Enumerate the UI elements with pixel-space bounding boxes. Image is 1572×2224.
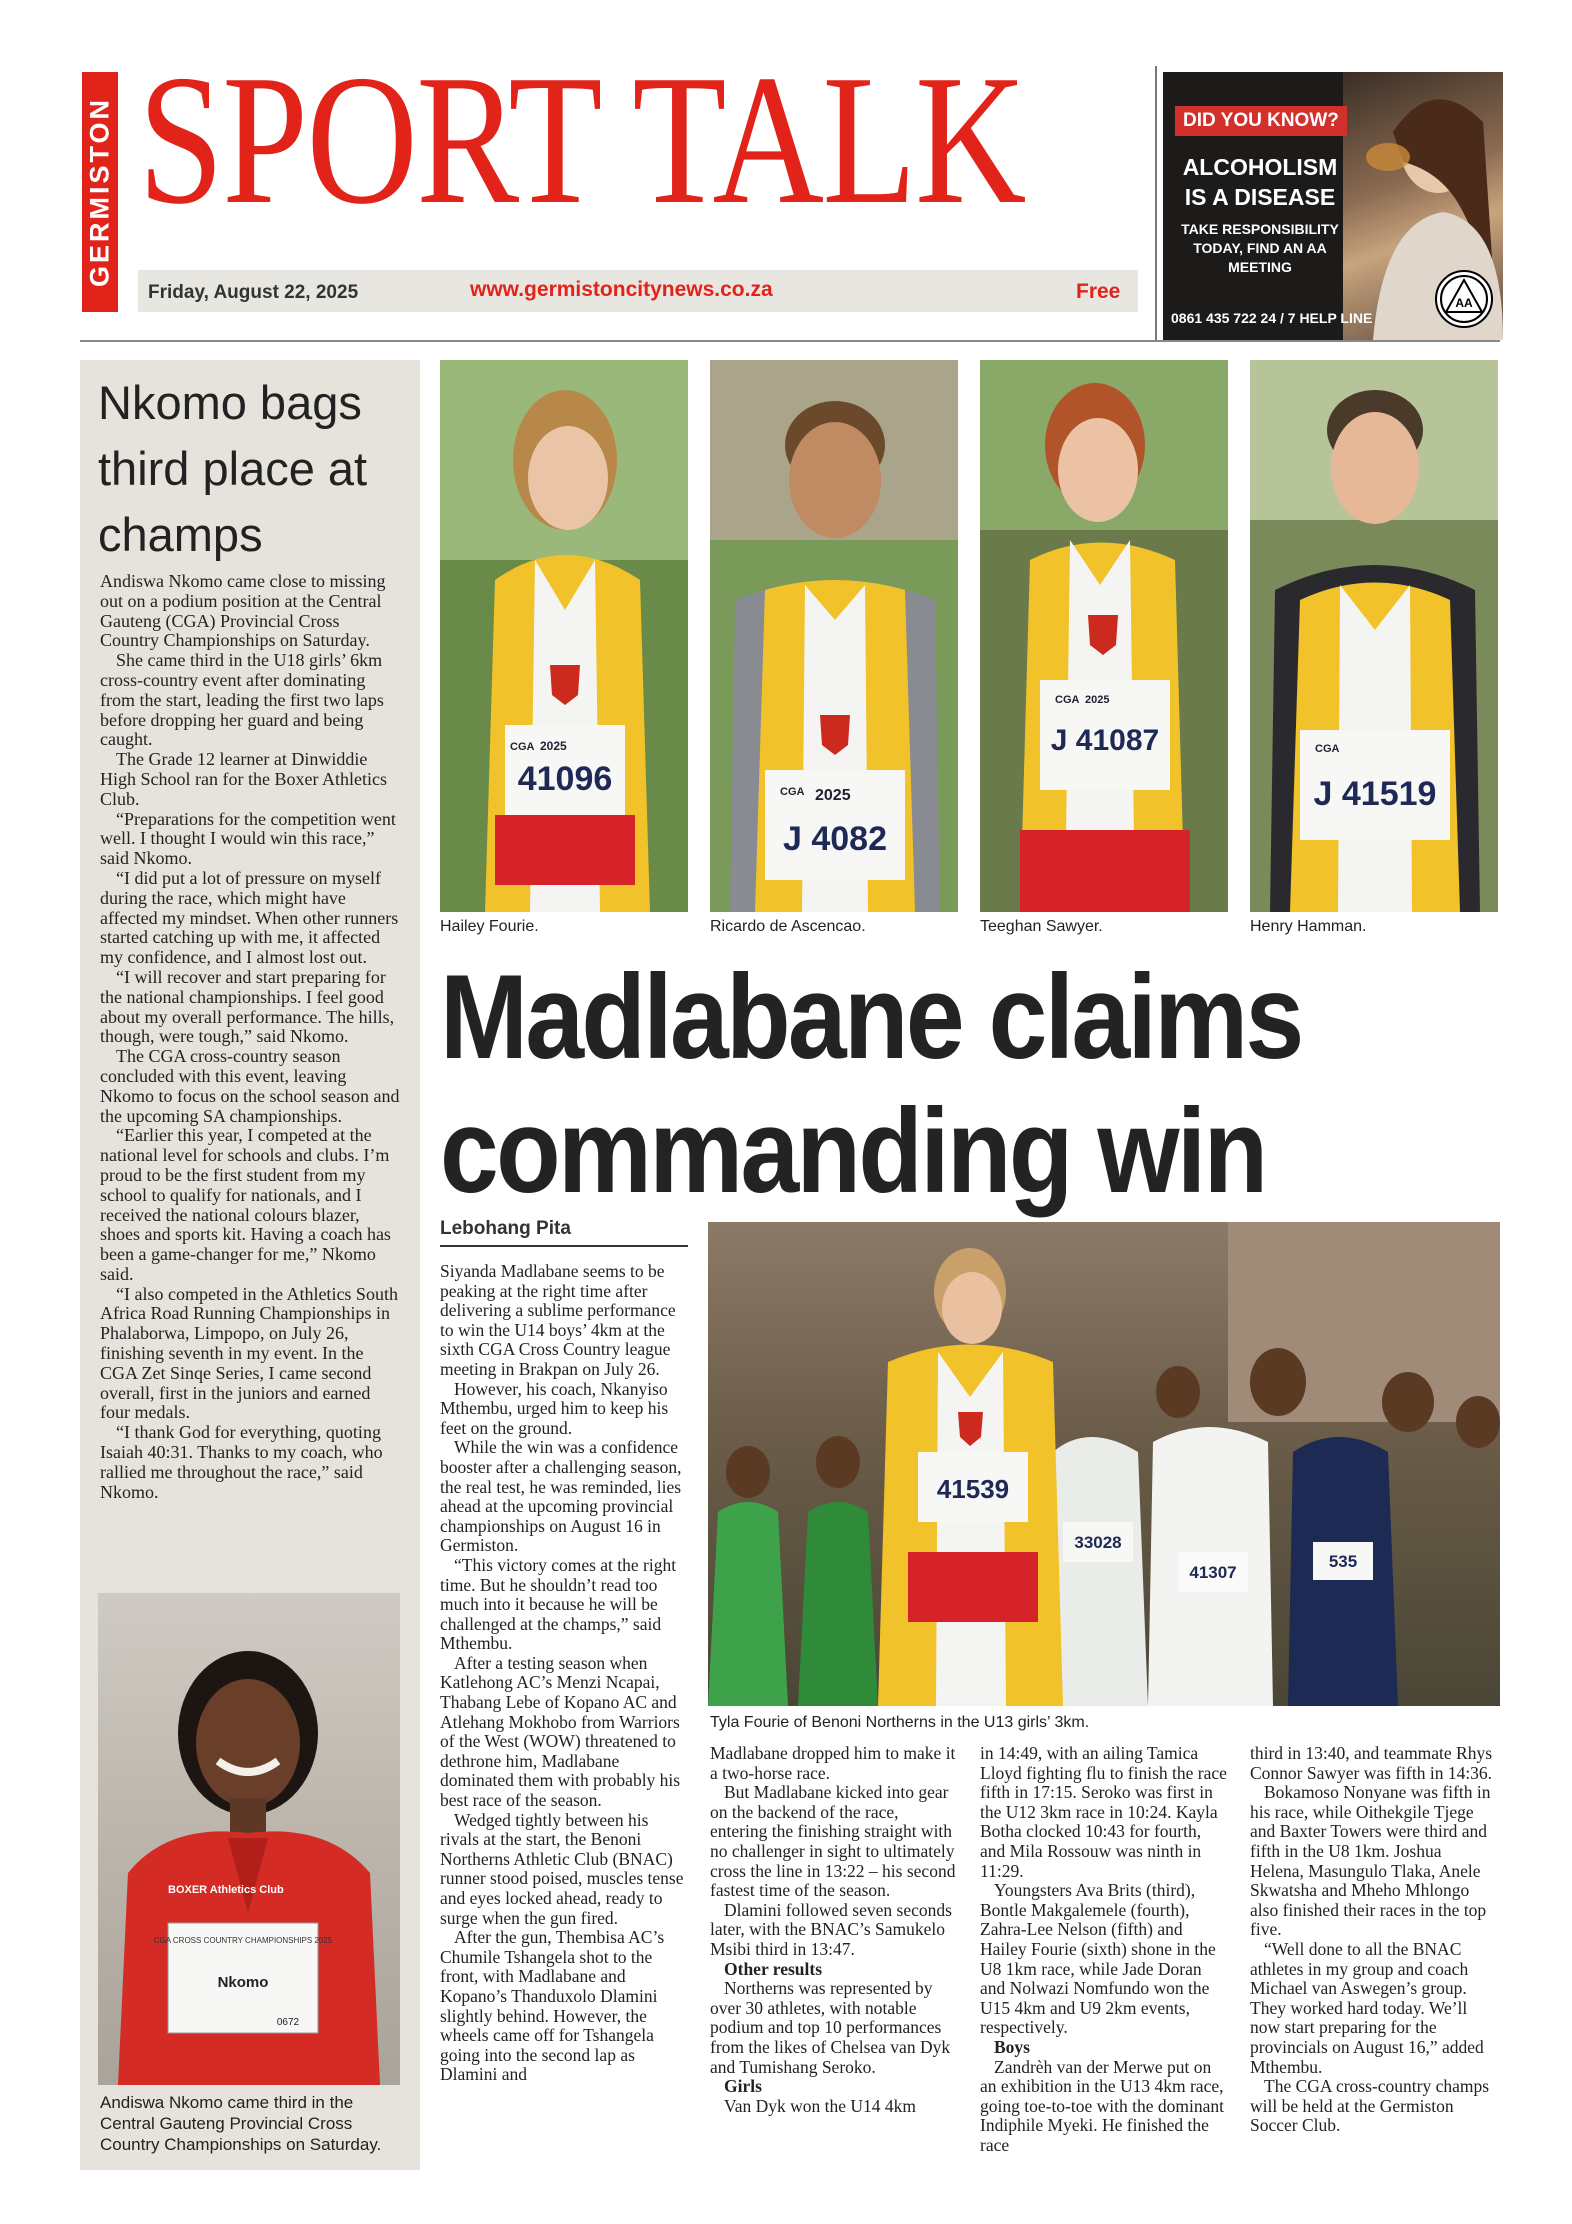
jacket-text: BOXER Athletics Club [168,1884,284,1896]
article-column-3 [980,1744,1228,2155]
aa-advert[interactable] [1163,72,1503,340]
bib-header-text: CGA CROSS COUNTRY CHAMPIONSHIPS 2025 [153,1936,333,1945]
issue-date: Friday, August 22, 2025 [148,282,359,303]
caption-teeghan-sawyer: Teeghan Sawyer. [980,918,1103,935]
article-paragraph: third in 13:40, and teammate Rhys Connor Sawyer was fifth in 14:36. [1250,1743,1493,1783]
tyla-fourie-race-photo [708,1222,1500,1706]
bib-label-text: CGA [780,786,805,798]
article-paragraph: But Madlabane kicked into gear on the backend of the race, entering the finishing straight with no challenger in sight to ultimately cross the line in 13:22 – his second fastest time of the season. [710,1782,956,1901]
aa-logo-icon [1435,270,1493,328]
main-headline-line2: commanding win [440,1084,1266,1218]
aa-logo-text: AA [1455,296,1473,310]
subhead-other-results: Other results [724,1958,823,1979]
masthead-title: SPORT TALK [138,37,1025,243]
sidebar-paragraph: “I did put a lot of pressure on myself during the race, which might have affected my mindset. When other runners started catching up with me, it affected my confidence, and I almost lost out. [100,867,399,968]
article-paragraph: “This victory comes at the right time. But he shouldn’t read too much into it because he will be challenged at the champs,” said Mthembu. [440,1554,677,1654]
big-bib-3: 41307 [1189,1563,1237,1582]
bib-number: J 41087 [1050,724,1160,757]
bib-label-text: CGA [1315,743,1340,755]
website-link[interactable]: www.germistoncitynews.co.za [470,278,773,301]
article-column-4 [1250,1744,1498,2136]
bib-name-text: Nkomo [217,1974,269,1991]
article-paragraph: Dlamini followed seven seconds later, with the BNAC’s Samukelo Msibi third in 13:47. [710,1899,952,1959]
subhead-boys: Boys [994,2036,1030,2057]
ad-helpline: 0861 435 722 24 / 7 HELP LINE [1171,310,1373,326]
bib-year-text: 2025 [815,787,851,804]
sidebar-photo-caption: Andiswa Nkomo came third in the Central Gauteng Provincial Cross Country Championships on Saturday. [100,2093,382,2154]
sidebar-paragraph: The CGA cross-country season concluded with this event, leaving Nkomo to focus on the school season and the upcoming SA championships. [100,1046,400,1126]
masthead-rule [80,340,1500,342]
article-paragraph: in 14:49, with an ailing Tamica Lloyd fighting flu to finish the race fifth in 17:15. Seroko was first in the U12 3km race in 10:24. Kayla Botha clocked 10:43 for fourth, and Mila Rossouw was ninth in 11:29. [980,1743,1227,1881]
photo-teeghan-sawyer [980,360,1228,912]
bib-number-text: 0672 [276,2017,300,2028]
sidebar-paragraph: “Earlier this year, I competed at the national level for schools and clubs. I’m proud to be the first student from my school to qualify for nationals, and I received the national colours blazer, shoes and sports kit. Having a coach has been a game-changer for me,” Nkomo said. [100,1125,391,1284]
ad-headline-2: IS A DISEASE [1184,184,1336,210]
article-paragraph: Zandrèh van der Merwe put on an exhibition in the U13 4km race, going toe-to-toe with the dominant Indiphile Myeki. He finished the race [980,2056,1224,2155]
edition-bar [82,72,118,312]
article-paragraph: Siyanda Madlabane seems to be peaking at the right time after delivering a sublime performance to win the U14 boys’ 4km at the sixth CGA Cross Country league meeting in Brakpan on July 26. [440,1261,676,1379]
ad-tag: DID YOU KNOW? [1175,106,1347,136]
bib-number: J 4082 [783,820,887,858]
caption-ricardo-de-ascencao: Ricardo de Ascencao. [710,918,866,935]
sidebar-paragraph: “Preparations for the competition went well. I thought I would win this race,” said Nkomo. [100,808,396,869]
sidebar-paragraph: “I also competed in the Athletics South Africa Road Running Championships in Phalaborwa, Limpopo, on July 26, finishing seventh in my event. In the CGA Zet Sinqe Series, I came second overall, first in the juniors and earned four medals. [100,1283,398,1423]
photo-ricardo-de-ascencao [710,360,958,912]
article-paragraph: After the gun, Thembisa AC’s Chumile Tshangela shot to the front, with Madlabane and Kopano’s Thanduxolo Dlamini slightly behind. However, the wheels came off for Tshangela going into the second lap as Dlamini and [440,1927,665,2085]
article-paragraph: However, his coach, Nkanyiso Mthembu, urged him to keep his feet on the ground. [440,1378,669,1438]
subhead-girls: Girls [724,2076,762,2097]
masthead-divider [1155,66,1157,342]
byline: Lebohang Pita [440,1218,571,1239]
big-bib-2: 33028 [1074,1533,1122,1552]
sidebar-paragraph: “I thank God for everything, quoting Isaiah 40:31. Thanks to my coach, who rallied me throughout the race,” said Nkomo. [100,1422,383,1502]
bib-year-text: 2025 [540,739,567,753]
article-paragraph: “Well done to all the BNAC athletes in my group and coach Michael van Aswegen’s group. They worked hard today. We’ll now start preparing for the provincials on August 16,” added Mthembu. [1250,1938,1484,2077]
article-column-2 [710,1744,958,2116]
article-paragraph: The CGA cross-country champs will be held at the Germiston Soccer Club. [1250,2076,1490,2136]
sidebar-paragraph: The Grade 12 learner at Dinwiddie High School ran for the Boxer Athletics Club. [100,749,387,809]
sidebar-paragraph: Andiswa Nkomo came close to missing out on a podium position at the Central Gauteng (CGA) Provincial Cross Country Championships on Saturday. [100,571,386,651]
main-headline-line1: Madlabane claims [440,950,1302,1084]
sidebar-headline: Nkomo bags third place at champs [98,376,368,561]
article-paragraph: Madlabane dropped him to make it a two-horse race. [710,1743,956,1783]
ad-subline: TAKE RESPONSIBILITY TODAY, FIND AN AA MEETING [1181,221,1339,275]
sidebar-paragraph: “I will recover and start preparing for the national championships. I feel good about my overall performance. The hills, though, were tough,” said Nkomo. [100,966,395,1047]
big-bib-1: 41539 [936,1474,1010,1504]
article-paragraph: While the win was a confidence booster after a challenging season, the real test, he was reminded, lies ahead at the upcoming provincial championships on August 16 in Germiston. [440,1437,682,1556]
article-paragraph: Northerns was represented by over 30 athletes, with notable podium and top 10 performances from the likes of Chelsea van Dyk and Tumishang Seroko. [710,1978,951,2077]
photo-hailey-fourie [440,360,688,912]
article-paragraph: After a testing season when Katlehong AC’s Menzi Ncapai, Thabang Lebe of Kopano AC and Atlehang Mokhobo from Warriors of the West (WOW) threatened to dethrone him, Madlabane dominated them with probably his best race of the season. [440,1652,681,1811]
bib-label-text: CGA [1055,694,1080,706]
nkomo-photo [98,1593,400,2085]
price-label: Free [1076,280,1121,303]
sidebar-paragraph: She came third in the U18 girls’ 6km cross-country event after dominating from the start, leading the first two laps before dropping her guard and being caught. [100,650,384,750]
photo-henry-hamman [1250,360,1498,912]
bib-year-text: 2025 [1085,694,1110,706]
caption-hailey-fourie: Hailey Fourie. [440,918,539,935]
caption-henry-hamman: Henry Hamman. [1250,918,1367,935]
article-paragraph: Youngsters Ava Brits (third), Bontle Makgalemele (fourth), Zahra-Lee Nelson (fifth) and Hailey Fourie (sixth) shone in the U8 1km race, while Jade Doran and Nolwazi Nomfundo won the U15 4km and U9 2km events, respectively. [980,1880,1216,2038]
sidebar-article-body [100,572,400,1502]
bib-number: J 41519 [1313,775,1437,813]
edition-label: GERMISTON [84,96,115,288]
article-paragraph: Wedged tightly between his rivals at the start, the Benoni Northerns Athletic Club (BNAC) runner stood poised, muscles tense and eyes locked ahead, ready to surge when the gun fired. [440,1809,684,1928]
article-column-1 [440,1262,688,2085]
bib-number: 41096 [517,760,613,798]
big-photo-caption: Tyla Fourie of Benoni Northerns in the U13 girls’ 3km. [710,1714,1090,1731]
byline-rule [440,1245,688,1247]
main-headline [440,950,1390,1218]
big-bib-4: 535 [1328,1552,1358,1571]
article-paragraph: Bokamoso Nonyane was fifth in his race, while Oithekgile Tjege and Baxter Towers were third and fifth in the U8 1km. Joshua Helena, Masungulo Tlaka, Anele Skwatsha and Mheho Mhlongo also finished their races in the top five. [1250,1782,1491,1940]
bib-label-text: CGA [510,741,535,753]
article-paragraph: Van Dyk won the U14 4km [724,2095,916,2116]
ad-headline-1: ALCOHOLISM [1182,154,1338,180]
